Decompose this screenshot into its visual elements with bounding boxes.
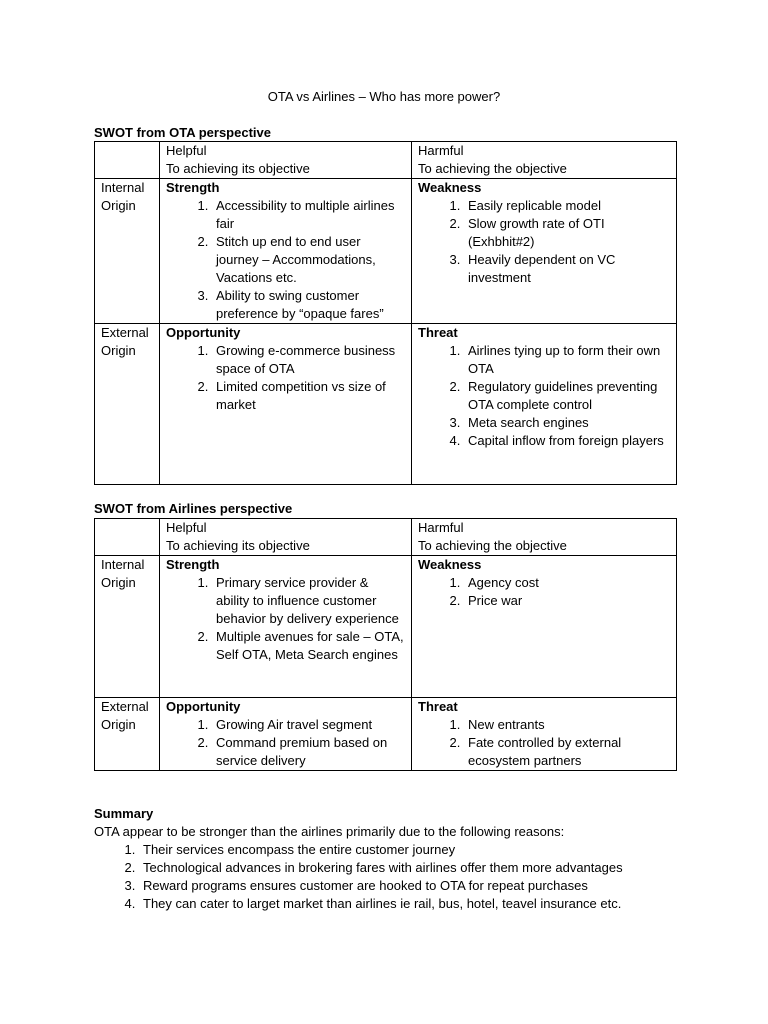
airlines-helpful-header	[160, 519, 412, 556]
list-item: 2. Fate controlled by external ecosystem partners	[464, 734, 670, 770]
row-label-line: Origin	[101, 198, 136, 213]
list-item: 1. Growing Air travel segment	[212, 716, 405, 734]
row-label-line: External	[101, 325, 149, 340]
ota-harmful-header	[412, 142, 677, 179]
list-item: 2. Command premium based on service delivery	[212, 734, 405, 770]
ota-strength-cell	[160, 179, 412, 324]
harmful-sub-label: To achieving the objective	[418, 538, 567, 553]
ota-opportunity-cell	[160, 324, 412, 485]
opportunity-list	[166, 716, 405, 770]
page-title: OTA vs Airlines – Who has more power?	[267, 89, 501, 104]
list-item: 3. Meta search engines	[464, 414, 670, 432]
opportunity-title: Opportunity	[166, 325, 241, 340]
strength-title: Strength	[166, 180, 220, 195]
airlines-strength-cell	[160, 556, 412, 698]
opportunity-list	[166, 342, 405, 414]
weakness-title: Weakness	[418, 557, 482, 572]
airlines-harmful-header	[412, 519, 677, 556]
ota-internal-row	[95, 179, 677, 324]
airlines-opportunity-cell	[160, 698, 412, 771]
strength-list	[166, 574, 405, 664]
row-label-line: Internal	[101, 180, 145, 195]
helpful-sub-label: To achieving its objective	[166, 161, 310, 176]
airlines-swot-table	[94, 518, 677, 771]
list-item: 1. Airlines tying up to form their own OTA	[464, 342, 670, 378]
airlines-internal-label	[95, 556, 160, 698]
summary-intro: OTA appear to be stronger than the airlines primarily due to the following reasons:	[94, 824, 565, 839]
weakness-list	[418, 574, 670, 610]
list-item: 2. Price war	[464, 592, 670, 610]
summary-heading: Summary	[94, 806, 154, 821]
weakness-list	[418, 197, 670, 287]
ota-corner-cell	[95, 142, 160, 179]
airlines-internal-row	[95, 556, 677, 698]
row-label-line: Origin	[101, 343, 136, 358]
list-item: 2. Multiple avenues for sale – OTA, Self OTA, Meta Search engines	[212, 628, 405, 664]
ota-swot-table	[94, 141, 677, 485]
opportunity-title: Opportunity	[166, 699, 241, 714]
list-item: 1. Easily replicable model	[464, 197, 670, 215]
list-item: 2. Regulatory guidelines preventing OTA complete control	[464, 378, 670, 414]
list-item: 1. Agency cost	[464, 574, 670, 592]
list-item: 3. Ability to swing customer preference by “opaque fares”	[212, 287, 405, 323]
helpful-label: Helpful	[166, 143, 207, 158]
airlines-external-row	[95, 698, 677, 771]
airlines-swot-heading: SWOT from Airlines perspective	[94, 501, 293, 516]
helpful-label: Helpful	[166, 520, 207, 535]
ota-external-label	[95, 324, 160, 485]
threat-list	[418, 342, 670, 450]
threat-title: Threat	[418, 699, 458, 714]
threat-title: Threat	[418, 325, 458, 340]
list-item: 3. Heavily dependent on VC investment	[464, 251, 670, 287]
strength-title: Strength	[166, 557, 220, 572]
ota-helpful-header	[160, 142, 412, 179]
helpful-sub-label: To achieving its objective	[166, 538, 310, 553]
list-item: 1. New entrants	[464, 716, 670, 734]
threat-list	[418, 716, 670, 770]
list-item: 2. Stitch up end to end user journey – Accommodations, Vacations etc.	[212, 233, 405, 287]
ota-external-row	[95, 324, 677, 485]
row-label-line: Origin	[101, 575, 136, 590]
ota-swot-heading: SWOT from OTA perspective	[94, 125, 271, 140]
list-item: 1. Their services encompass the entire customer journey	[139, 841, 759, 859]
strength-list	[166, 197, 405, 323]
airlines-external-label	[95, 698, 160, 771]
airlines-header-row	[95, 519, 677, 556]
airlines-weakness-cell	[412, 556, 677, 698]
airlines-threat-cell	[412, 698, 677, 771]
list-item: 1. Accessibility to multiple airlines fair	[212, 197, 405, 233]
harmful-label: Harmful	[418, 143, 464, 158]
ota-weakness-cell	[412, 179, 677, 324]
row-label-line: Origin	[101, 717, 136, 732]
list-item: 2. Limited competition vs size of market	[212, 378, 405, 414]
list-item: 2. Technological advances in brokering fares with airlines offer them more advantages	[139, 859, 759, 877]
list-item: 1. Growing e-commerce business space of OTA	[212, 342, 405, 378]
row-label-line: External	[101, 699, 149, 714]
summary-list	[94, 841, 759, 913]
weakness-title: Weakness	[418, 180, 482, 195]
list-item: 2. Slow growth rate of OTI (Exhbhit#2)	[464, 215, 670, 251]
ota-threat-cell	[412, 324, 677, 485]
harmful-sub-label: To achieving the objective	[418, 161, 567, 176]
list-item: 4. They can cater to larget market than airlines ie rail, bus, hotel, teavel insurance etc.	[139, 895, 759, 913]
ota-header-row	[95, 142, 677, 179]
list-item: 1. Primary service provider & ability to influence customer behavior by delivery experience	[212, 574, 405, 628]
harmful-label: Harmful	[418, 520, 464, 535]
row-label-line: Internal	[101, 557, 145, 572]
airlines-corner-cell	[95, 519, 160, 556]
ota-internal-label	[95, 179, 160, 324]
list-item: 3. Reward programs ensures customer are hooked to OTA for repeat purchases	[139, 877, 759, 895]
list-item: 4. Capital inflow from foreign players	[464, 432, 670, 450]
